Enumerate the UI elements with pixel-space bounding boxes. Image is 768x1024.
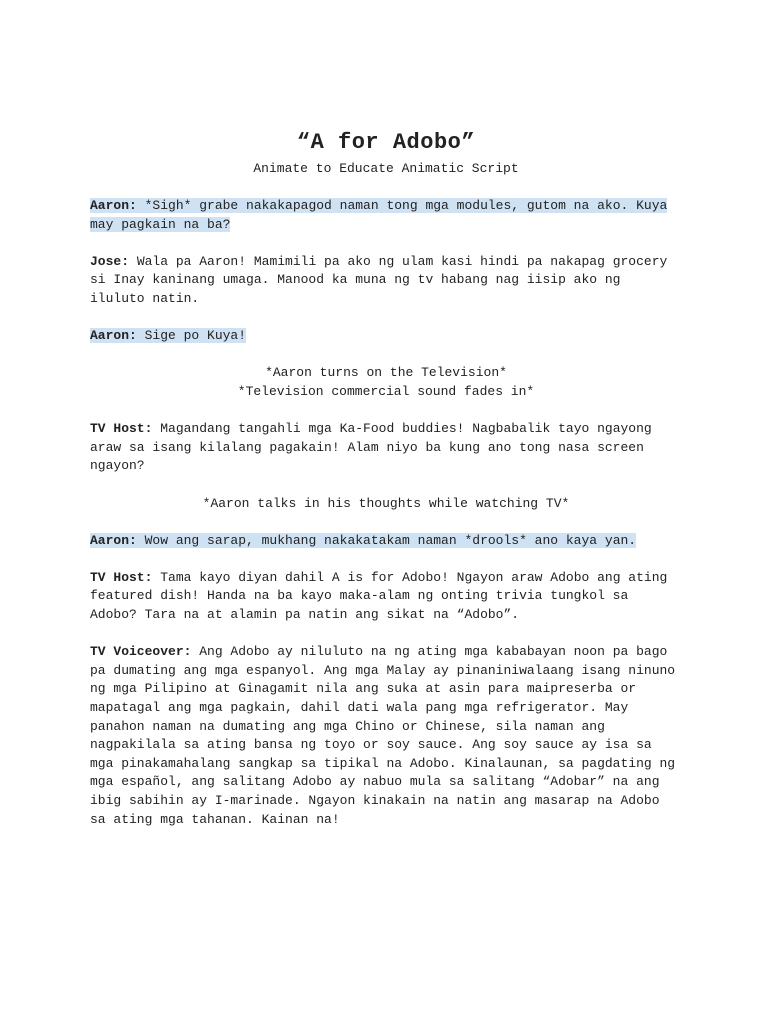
speaker-name: TV Host: xyxy=(90,421,153,437)
speaker-name: Aaron: xyxy=(90,198,137,213)
dialogue-text: Sige po Kuya! xyxy=(136,328,247,344)
dialogue-text: Tama kayo diyan dahil A is for Adobo! Ngayon araw Adobo ang ating featured dish! Handa na ba kayo maka-alam ng onting trivia tungkol sa Adobo? Tara na at alamin pa natin ang sikat na “Adobo”. xyxy=(90,569,668,623)
script-line-tv-host xyxy=(90,420,682,476)
stage-direction-line: *Television commercial sound fades in* xyxy=(237,383,535,399)
document-title: “A for Adobo” xyxy=(296,130,476,155)
script-line-aaron xyxy=(90,327,682,346)
speaker-name: Jose: xyxy=(90,253,130,269)
speaker-name: TV Host: xyxy=(90,569,153,585)
dialogue-text: Magandang tangahli mga Ka-Food buddies! Nagbabalik tayo ngayong araw sa isang kilalang pagakain! Alam niyo ba kung ano tong nasa screen ngayon? xyxy=(90,421,652,474)
script-page xyxy=(90,128,682,848)
script-line-jose xyxy=(90,253,682,309)
speaker-name: Aaron: xyxy=(90,328,137,344)
script-line-aaron xyxy=(90,532,682,551)
dialogue-text: Ang Adobo ay niluluto na ng ating mga kababayan noon pa bago pa dumating ang mga espanyol. Ang mga Malay ay pinaniniwalaang isang ninuno ng mga Pilipino at Ginagamit nila ang suka at asin para maipreserba or mapatagal ang mga pagkain, dahil dati wala pang mga refrigerator. May panahon naman na dumating ang mga Chino or Chinese, sila naman ang nagpakilala sa ating bansa ng toyo or soy sauce. Ang soy sauce ay isa sa mga pinakamahalang sangkap sa tipikal na Adobo. Kinalaunan, sa pagdating ng mga español, ang salitang Adobo ay nabuo mula sa salitang “Adobar” na ang ibig sabihin ay I-marinade. Ngayon kinakain na natin ang masarap na Adobo sa ating mga tahanan. Kainan na! xyxy=(90,644,676,827)
stage-direction-line: *Aaron turns on the Television* xyxy=(265,365,507,381)
script-line-aaron xyxy=(90,197,682,234)
dialogue-text: Wow ang sarap, mukhang nakakatakam naman *drools* ano kaya yan. xyxy=(136,532,637,548)
script-line-tv-host xyxy=(90,569,682,625)
document-subtitle: Animate to Educate Animatic Script xyxy=(253,161,519,176)
script-line-tv-voiceover xyxy=(90,643,682,829)
dialogue-text: Wala pa Aaron! Mamimili pa ako ng ulam kasi hindi pa nakapag grocery si Inay kaninang umaga. Manood ka muna ng tv habang nag iisip ako ng iluluto natin. xyxy=(90,253,668,306)
stage-direction xyxy=(90,364,682,401)
stage-direction-line: *Aaron talks in his thoughts while watching TV* xyxy=(202,495,570,511)
script-body xyxy=(90,197,682,829)
speaker-name: TV Voiceover: xyxy=(90,644,192,660)
speaker-name: Aaron: xyxy=(90,532,137,548)
stage-direction xyxy=(90,495,682,514)
dialogue-text: *Sigh* grabe nakakapagod naman tong mga modules, gutom na ako. Kuya may pagkain na ba? xyxy=(90,198,668,232)
